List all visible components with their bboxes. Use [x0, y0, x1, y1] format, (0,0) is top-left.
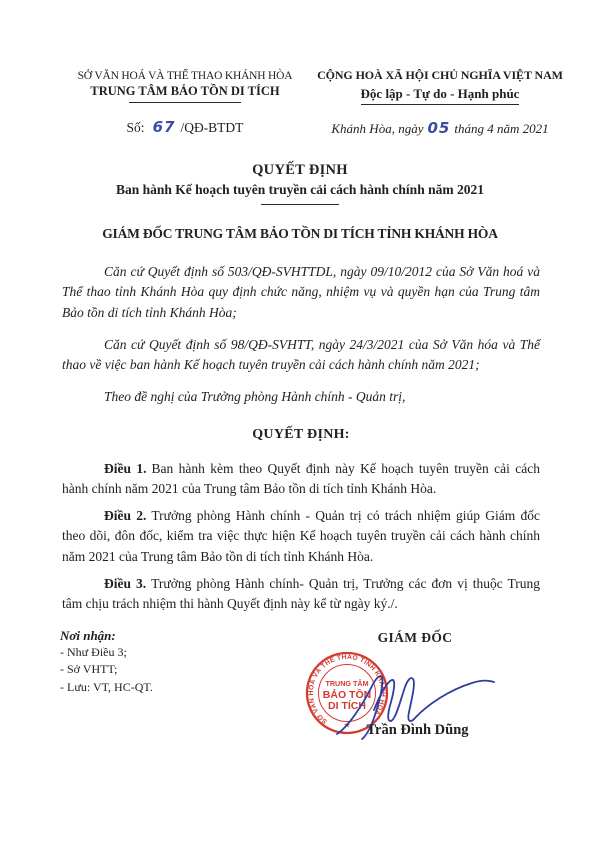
document-body [62, 262, 540, 621]
recipients-title: Nơi nhận: [60, 628, 116, 643]
article-3 [62, 574, 540, 615]
parent-org-name: SỞ VĂN HOÁ VÀ THỂ THAO KHÁNH HÒA [77, 70, 293, 82]
recipient-item: - Sở VHTT; [60, 662, 118, 677]
national-header-block [312, 68, 568, 137]
date-prefix: Khánh Hòa, ngày [331, 121, 424, 136]
org-name-underline [129, 102, 241, 103]
org-name: TRUNG TÂM BẢO TỒN DI TÍCH [90, 84, 280, 98]
preamble-paragraph: Căn cứ Quyết định số 98/QĐ-SVHTT, ngày 24/3/2021 của Sở Văn hóa và Thể thao về việc ban hành Kế hoạch tuyên truyền cải cách hành chính năm 2021; [62, 336, 540, 372]
national-motto: Độc lập - Tự do - Hạnh phúc [361, 86, 520, 105]
stamp-ring-text: SỞ VĂN HÓA VÀ THỂ THAO TỈNH KHÁNH HÒA [307, 653, 387, 725]
place-date-line [312, 119, 568, 137]
date-suffix: tháng 4 năm 2021 [454, 121, 549, 136]
national-name: CỘNG HOÀ XÃ HỘI CHỦ NGHĨA VIỆT NAM [317, 68, 563, 82]
article-2 [62, 506, 540, 567]
document-number-line [55, 118, 315, 136]
title-underline [261, 204, 339, 205]
stamp-center-line1: TRUNG TÂM [325, 679, 369, 688]
recipient-item: - Như Điều 3; [60, 645, 127, 659]
recipients-block [60, 628, 280, 696]
document-type-title: QUYẾT ĐỊNH [252, 162, 348, 178]
recipient-item: - Lưu: VT, HC-QT. [60, 679, 153, 694]
document-number-label: Số: [126, 120, 145, 136]
stamp-star-icon: ★ [343, 720, 351, 730]
document-number-suffix: /QĐ-BTDT [180, 120, 244, 136]
issuing-org-block [55, 70, 315, 136]
document-subject: Ban hành Kế hoạch tuyên truyền cải cách hành chính năm 2021 [116, 182, 484, 197]
preamble-paragraph: Căn cứ Quyết định số 503/QĐ-SVHTTDL, ngày 09/10/2012 của Sở Văn hoá và Thể thao tỉnh Khánh Hòa quy định chức năng, nhiệm vụ và quyền hạn của Trung tâm Bảo tồn di tích tỉnh Khánh Hòa; [62, 264, 540, 320]
signer-position-title: GIÁM ĐỐC [377, 630, 453, 645]
title-block [0, 162, 600, 242]
article-1-label: Điều 1. [104, 460, 147, 476]
stamp-center-line2: BẢO TỒN [322, 689, 372, 701]
date-day-handwritten: 05 [427, 119, 451, 137]
article-3-label: Điều 3. [104, 575, 147, 591]
decision-heading: QUYẾT ĐỊNH: [252, 426, 350, 442]
issuing-authority: GIÁM ĐỐC TRUNG TÂM BẢO TỒN DI TÍCH TỈNH KHÁNH HÒA [102, 226, 498, 242]
signer-name: Trần Đình Dũng [366, 722, 469, 738]
article-3-text: Trưởng phòng Hành chính- Quản trị, Trưởng các đơn vị thuộc Trung tâm chịu trách nhiệm thi hành Quyết định này kể từ ngày ký./. [62, 575, 540, 611]
article-2-label: Điều 2. [104, 508, 147, 523]
article-2-text: Trưởng phòng Hành chính - Quản trị có trách nhiệm giúp Giám đốc theo dõi, đôn đốc, kiểm tra việc thực hiện Kế hoạch tuyên truyền cải cách hành chính năm 2021 của Trung tâm Bảo tồn di tích tỉnh Khánh Hòa. [62, 508, 540, 564]
stamp-center-line3: DI TÍCH [328, 700, 366, 712]
preamble-paragraph: Theo đề nghị của Trưởng phòng Hành chính - Quản trị, [104, 389, 406, 405]
article-1-text: Ban hành kèm theo Quyết định này Kế hoạch tuyên truyền cải cách hành chính năm 2021 của Trung tâm Bảo tồn di tích tỉnh Khánh Hòa. [62, 460, 541, 496]
document-number-handwritten: 67 [152, 118, 176, 137]
article-1 [62, 459, 540, 500]
